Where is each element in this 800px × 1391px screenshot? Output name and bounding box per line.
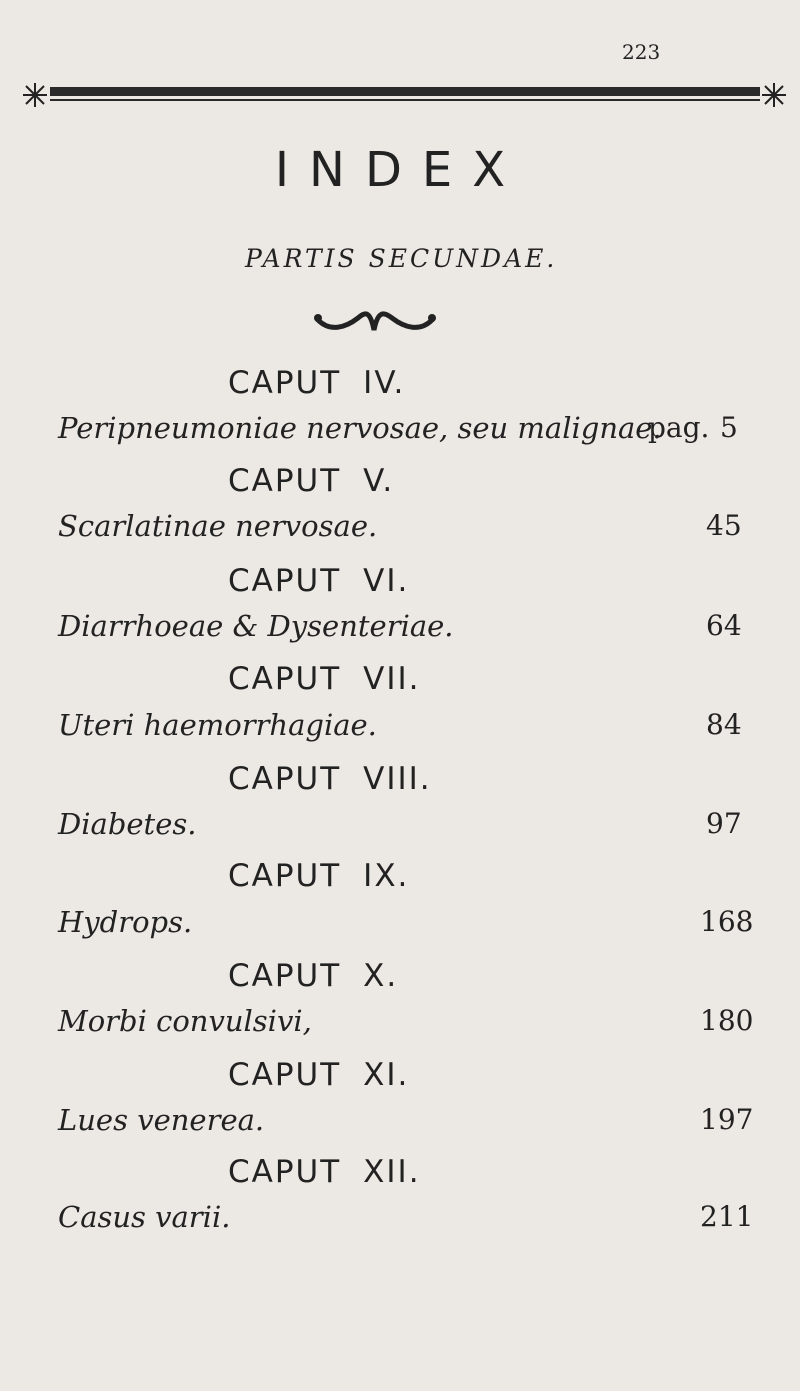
chapter-entry-page: 5 <box>720 411 738 444</box>
chapter-entry-page: 168 <box>700 905 754 938</box>
chapter-entry-page: 97 <box>706 807 742 840</box>
chapter-entry-title: Casus varii. <box>58 1200 231 1234</box>
chapter-entry-title: Hydrops. <box>58 905 193 939</box>
chapter-entry-title: Scarlatinae nervosae. <box>58 509 378 543</box>
index-title: INDEX <box>274 142 526 198</box>
chapter-entry-page: 84 <box>706 708 742 741</box>
chapter-heading: CAPUT XI. <box>228 1057 410 1093</box>
chapter-entry-title: Peripneumoniae nervosae, seu malignae. <box>58 411 662 445</box>
chapter-entry-title: Uteri haemorrhagiae. <box>58 708 377 742</box>
chapter-heading: CAPUT VI. <box>228 563 410 599</box>
chapter-heading: CAPUT V. <box>228 463 395 499</box>
chapter-entry-title: Morbi convulsivi, <box>58 1004 312 1038</box>
chapter-entry-page: 64 <box>706 609 742 642</box>
chapter-entry-title: Diabetes. <box>58 807 197 841</box>
chapter-entry-title: Diarrhoeae & Dysenteriae. <box>58 609 454 643</box>
chapter-heading: CAPUT IV. <box>228 365 406 401</box>
chapter-entry-title: Lues venerea. <box>58 1103 265 1137</box>
chapter-entry-page: 211 <box>700 1200 754 1233</box>
pag-label: pag. <box>648 411 710 444</box>
subtitle: PARTIS SECUNDAE. <box>245 244 558 273</box>
page-number: 223 <box>622 40 661 64</box>
chapter-entry-page: 180 <box>700 1004 754 1037</box>
chapter-heading: CAPUT VII. <box>228 661 421 697</box>
chapter-heading: CAPUT VIII. <box>228 761 432 797</box>
chapter-entry-page: 45 <box>706 509 742 542</box>
decorative-rule <box>22 78 787 112</box>
chapter-heading: CAPUT IX. <box>228 858 410 894</box>
chapter-heading: CAPUT X. <box>228 958 399 994</box>
chapter-heading: CAPUT XII. <box>228 1154 421 1190</box>
ornament-flourish <box>310 298 440 338</box>
chapter-entry-page: 197 <box>700 1103 754 1136</box>
